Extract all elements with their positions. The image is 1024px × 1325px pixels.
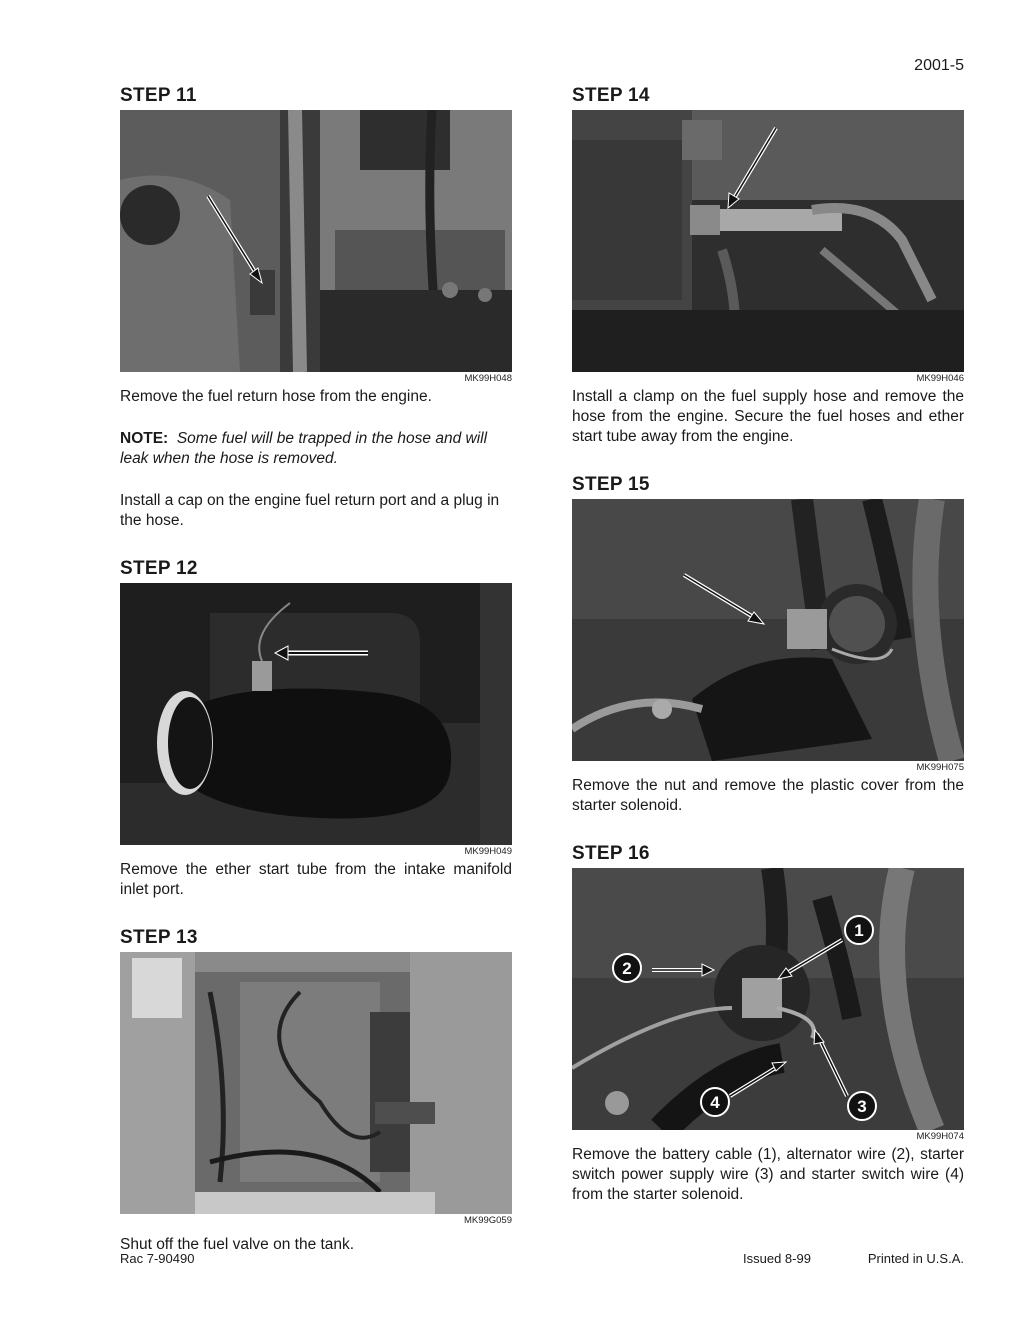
- step-16-title: STEP 16: [572, 843, 650, 864]
- callout-2: [613, 954, 641, 982]
- step-15-title: STEP 15: [572, 474, 650, 495]
- step-11-text: Remove the fuel return hose from the engine.: [120, 388, 432, 405]
- step-11: [120, 86, 512, 531]
- step-13-photo-code: MK99G059: [463, 1215, 512, 1226]
- step-13-text: Shut off the fuel valve on the tank.: [120, 1236, 355, 1253]
- step-13-photo: [120, 952, 512, 1214]
- step-14-photo: [572, 110, 964, 372]
- right-column: [572, 86, 964, 1205]
- step-16-photo: [572, 868, 964, 1130]
- step-11-text-2: Install a cap on the engine fuel return port and a plug in the hose.: [120, 492, 500, 529]
- note-text: Some fuel will be trapped in the hose and will leak when the hose is removed.: [120, 430, 488, 467]
- left-column: [120, 86, 512, 1255]
- footer-printed: Printed in U.S.A.: [867, 1251, 964, 1266]
- step-11-title: STEP 11: [120, 85, 197, 106]
- step-15-text: Remove the nut and remove the plastic cover from the starter solenoid.: [572, 777, 964, 814]
- callout-1: [845, 916, 873, 944]
- step-16-text: Remove the battery cable (1), alternator wire (2), starter switch power supply wire (3) and starter switch wire (4) from the starter solenoid.: [572, 1146, 964, 1203]
- step-14-text: Install a clamp on the fuel supply hose and remove the hose from the engine. Secure the fuel hoses and ether start tube away from the engine.: [572, 388, 964, 445]
- step-12-title: STEP 12: [120, 558, 198, 579]
- step-13-title: STEP 13: [120, 927, 198, 948]
- step-13: [120, 928, 512, 1255]
- svg-text:4: 4: [710, 1093, 720, 1112]
- footer-issued: Issued 8-99: [743, 1251, 811, 1266]
- step-11-photo-code: MK99H048: [464, 373, 512, 384]
- step-12-photo-code: MK99H049: [464, 846, 512, 857]
- page-number: 2001-5: [914, 57, 964, 74]
- step-15-photo-code: MK99H075: [916, 762, 964, 773]
- step-14: [572, 86, 964, 447]
- step-12-text: Remove the ether start tube from the intake manifold inlet port.: [120, 861, 512, 898]
- svg-text:3: 3: [857, 1097, 867, 1116]
- callout-3: [848, 1092, 876, 1120]
- svg-text:2: 2: [622, 959, 632, 978]
- step-15-photo: [572, 499, 964, 761]
- step-11-photo: [120, 110, 512, 372]
- note-label: NOTE:: [120, 430, 169, 447]
- step-12-photo: [120, 583, 512, 845]
- step-12: [120, 559, 512, 900]
- step-14-photo-code: MK99H046: [916, 373, 964, 384]
- step-11-note: [120, 429, 512, 469]
- step-16: [572, 844, 964, 1205]
- step-16-photo-code: MK99H074: [916, 1131, 964, 1142]
- callout-4: [701, 1088, 729, 1116]
- svg-text:1: 1: [854, 921, 864, 940]
- footer-doc-number: Rac 7-90490: [120, 1251, 195, 1266]
- step-14-title: STEP 14: [572, 85, 650, 106]
- step-15: [572, 475, 964, 816]
